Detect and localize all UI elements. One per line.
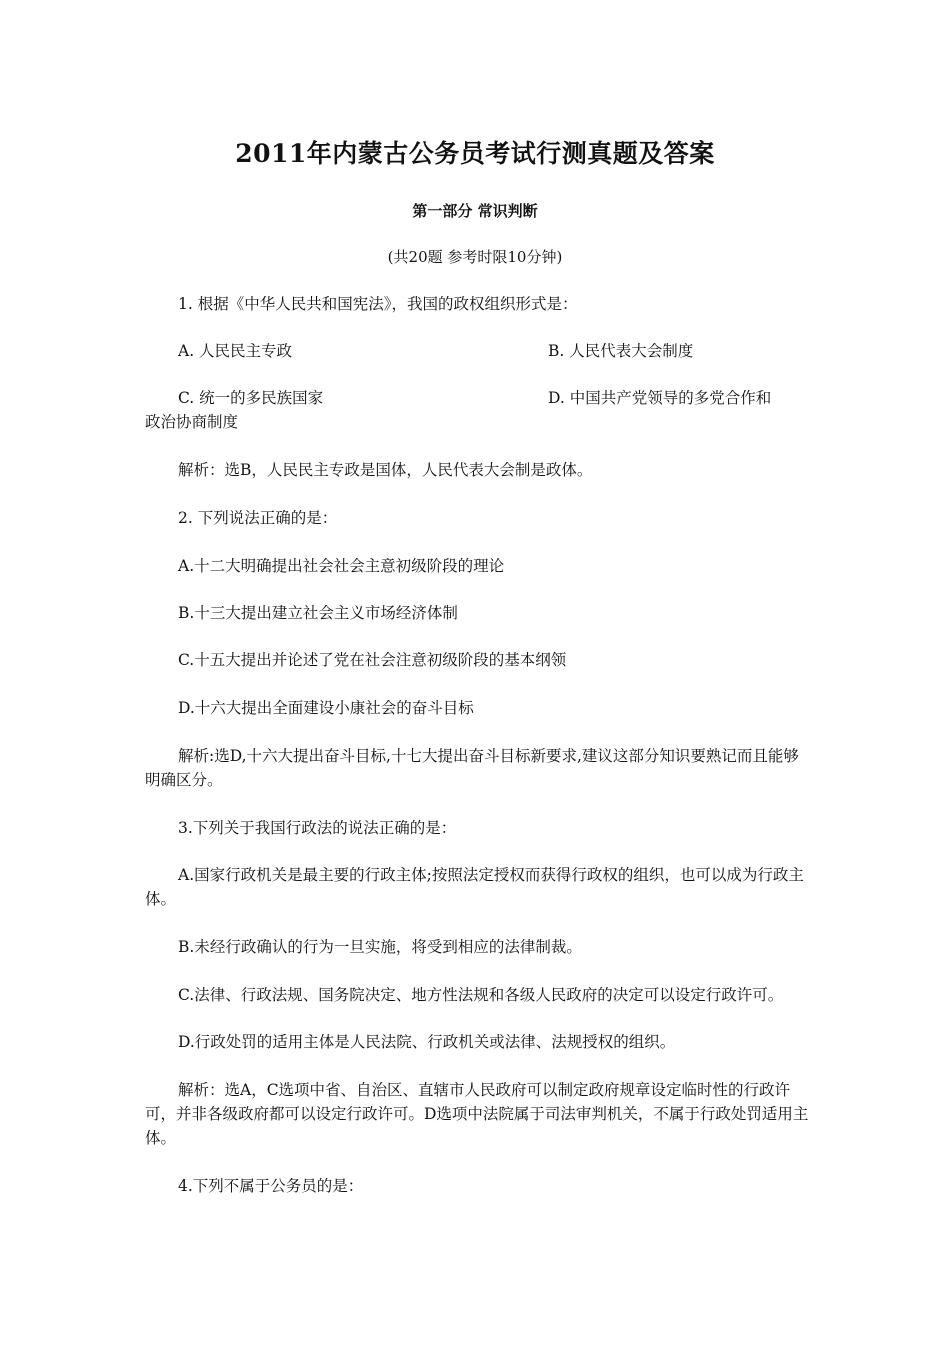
question-3-option-d: D.行政处罚的适用主体是人民法院、行政机关或法律、法规授权的组织。 (178, 1033, 676, 1051)
question-3-analysis: 解析：选A，C选项中省、自治区、直辖市人民政府可以制定政府规章设定临时性的行政许可，并非各级政府都可以设定行政许可。D选项中法院属于司法审判机关，不属于行政处罚适用主体。 (145, 1081, 809, 1147)
document-title: 2011年内蒙古公务员考试行测真题及答案 (235, 139, 715, 168)
question-1-option-d: D. 中国共产党领导的多党合作和 (548, 389, 772, 407)
question-1-stem: 1. 根据《中华人民共和国宪法》，我国的政权组织形式是： (178, 295, 578, 313)
question-1-analysis: 解析：选B，人民民主专政是国体，人民代表大会制是政体。 (178, 461, 593, 479)
section-note: (共20题 参考时限10分钟) (387, 248, 563, 266)
question-2-analysis: 解析:选D,十六大提出奋斗目标,十七大提出奋斗目标新要求,建议这部分知识要熟记而且能够明确区分。 (145, 747, 799, 789)
question-2-option-b: B.十三大提出建立社会主义市场经济体制 (178, 604, 458, 622)
question-1-option-a: A. 人民民主专政 (178, 342, 293, 360)
section-heading: 第一部分 常识判断 (412, 202, 538, 220)
question-4-stem: 4.下列不属于公务员的是： (178, 1177, 364, 1195)
question-3-option-a: A.国家行政机关是最主要的行政主体;按照法定授权而获得行政权的组织，也可以成为行政主体。 (145, 866, 804, 908)
question-1-option-b: B. 人民代表大会制度 (548, 342, 694, 360)
question-1-option-c: C. 统一的多民族国家 (178, 389, 324, 407)
question-3-option-b: B.未经行政确认的行为一旦实施，将受到相应的法律制裁。 (178, 938, 582, 956)
question-2-option-d: D.十六大提出全面建设小康社会的奋斗目标 (178, 699, 474, 717)
question-2-option-c: C.十五大提出并论述了党在社会注意初级阶段的基本纲领 (178, 651, 567, 669)
question-1-option-d-continued: 政治协商制度 (145, 413, 239, 431)
question-2-option-a: A.十二大明确提出社会社会主意初级阶段的理论 (178, 557, 505, 575)
question-3-option-c: C.法律、行政法规、国务院决定、地方性法规和各级人民政府的决定可以设定行政许可。 (178, 986, 784, 1004)
question-2-stem: 2. 下列说法正确的是： (178, 509, 338, 527)
question-3-stem: 3.下列关于我国行政法的说法正确的是： (178, 819, 457, 837)
